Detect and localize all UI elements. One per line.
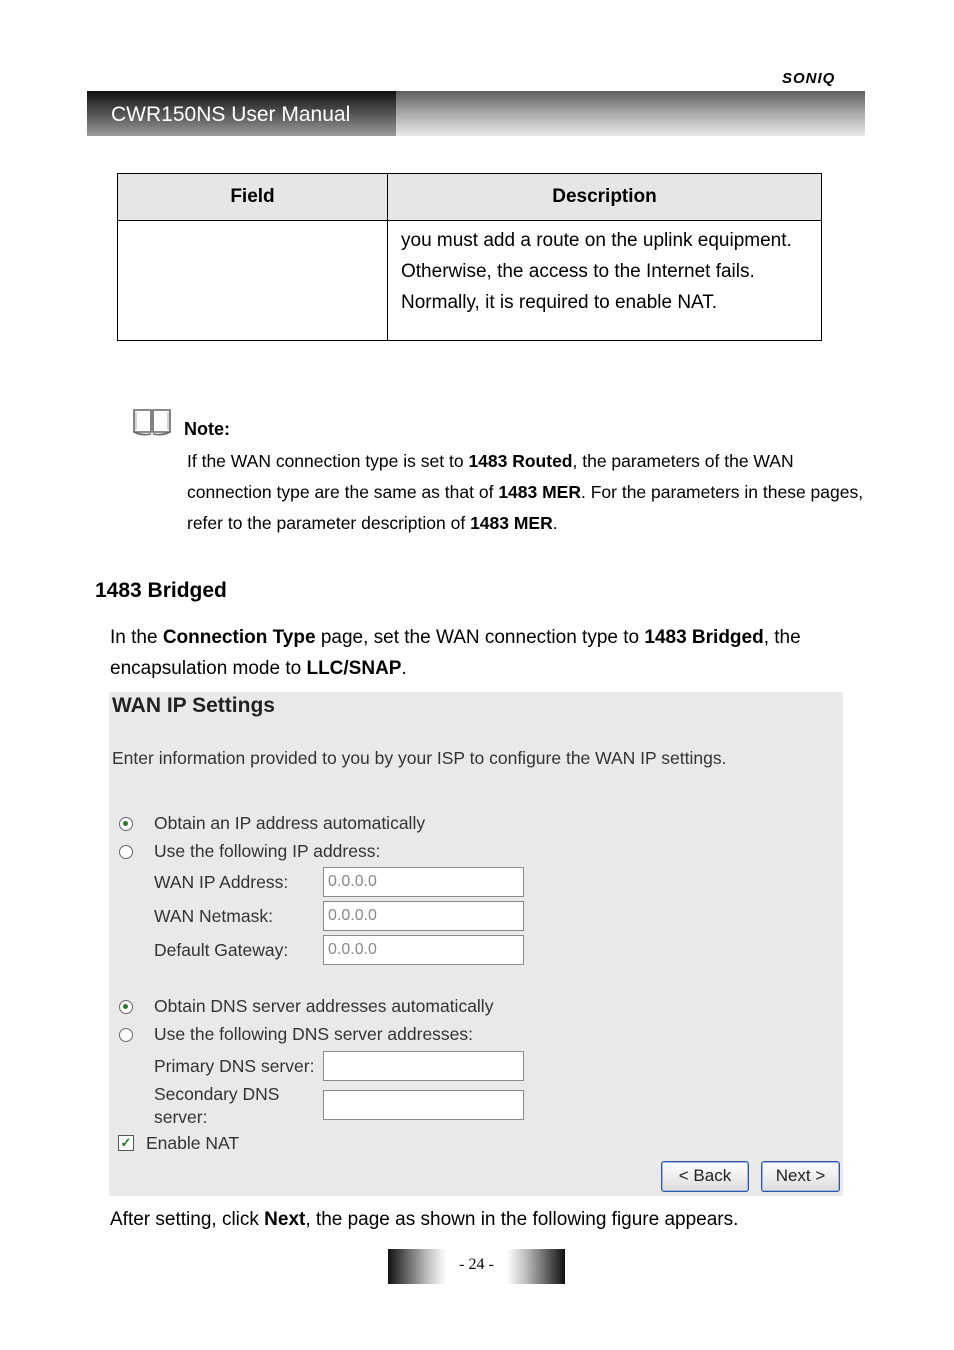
intro-text: In the (110, 627, 163, 648)
wan-netmask-label: WAN Netmask: (154, 906, 273, 926)
intro-bold-connection-type: Connection Type (162, 627, 316, 648)
book-icon (132, 407, 172, 437)
secondary-dns-input[interactable] (323, 1090, 524, 1120)
table-cell-field (118, 221, 388, 341)
brand-logo: SONIQ (782, 70, 836, 87)
note-bold-1483-routed: 1483 Routed (468, 451, 573, 471)
default-gateway-input[interactable] (323, 935, 524, 965)
table-row (118, 221, 822, 341)
note-text: If the WAN connection type is set to (187, 451, 469, 471)
after-bold-next: Next (264, 1209, 306, 1230)
note-body (187, 446, 877, 539)
intro-text: , the encapsulation mode to (110, 627, 801, 679)
wan-ip-input[interactable] (323, 867, 524, 897)
ip-manual-label: Use the following IP address: (154, 841, 381, 861)
table-header-field: Field (118, 174, 388, 221)
note-text: . (552, 513, 558, 533)
table-header-row (118, 174, 822, 221)
back-button[interactable]: < Back (661, 1161, 749, 1192)
intro-bold-1483-bridged: 1483 Bridged (644, 627, 764, 648)
wan-ip-settings-panel (109, 692, 843, 1196)
next-button[interactable]: Next > (761, 1161, 840, 1192)
primary-dns-input[interactable] (323, 1051, 524, 1081)
note-label: Note: (184, 419, 230, 439)
note-text: . For the parameters in these pages, refer to the parameter description of (187, 482, 864, 533)
intro-bold-llc-snap: LLC/SNAP (306, 658, 402, 679)
wan-ip-label: WAN IP Address: (154, 872, 289, 892)
secondary-dns-label-line1: Secondary DNS (154, 1084, 280, 1104)
note-bold-1483-mer: 1483 MER (470, 513, 553, 533)
section-title: 1483 Bridged (95, 579, 227, 602)
wan-netmask-input[interactable] (323, 901, 524, 931)
manual-title: CWR150NS User Manual (87, 91, 396, 136)
dns-auto-radio[interactable] (119, 1000, 133, 1014)
after-text: After setting, click (110, 1209, 265, 1230)
table-cell-description: you must add a route on the uplink equipment. Otherwise, the access to the Internet fails. Normally, it is required to enable NAT. (388, 221, 822, 341)
note-bold-1483-mer: 1483 MER (498, 482, 581, 502)
wan-settings-description: Enter information provided to you by your ISP to configure the WAN IP settings. (112, 748, 727, 768)
secondary-dns-label-line2: server: (154, 1107, 208, 1127)
section-intro (110, 622, 880, 684)
after-text: , the page as shown in the following figure appears. (305, 1209, 739, 1230)
dns-auto-label: Obtain DNS server addresses automatically (154, 996, 494, 1016)
note-text: , the parameters of the WAN connection type are the same as that of (187, 451, 794, 502)
wan-settings-title: WAN IP Settings (112, 694, 275, 717)
intro-text: . (401, 658, 407, 679)
ip-auto-radio[interactable] (119, 817, 133, 831)
table-header-description: Description (388, 174, 822, 221)
dns-manual-label: Use the following DNS server addresses: (154, 1024, 474, 1044)
dns-manual-radio[interactable] (119, 1028, 133, 1042)
primary-dns-label: Primary DNS server: (154, 1056, 315, 1076)
enable-nat-label: Enable NAT (146, 1133, 240, 1153)
field-description-table (117, 173, 822, 341)
ip-manual-radio[interactable] (119, 845, 133, 859)
enable-nat-checkbox[interactable]: ✓ (118, 1135, 134, 1151)
after-setting-text (110, 1209, 738, 1231)
ip-auto-label: Obtain an IP address automatically (154, 813, 426, 833)
default-gateway-label: Default Gateway: (154, 940, 289, 960)
page-number: - 24 - (388, 1249, 565, 1284)
intro-text: page, set the WAN connection type to (315, 627, 645, 648)
